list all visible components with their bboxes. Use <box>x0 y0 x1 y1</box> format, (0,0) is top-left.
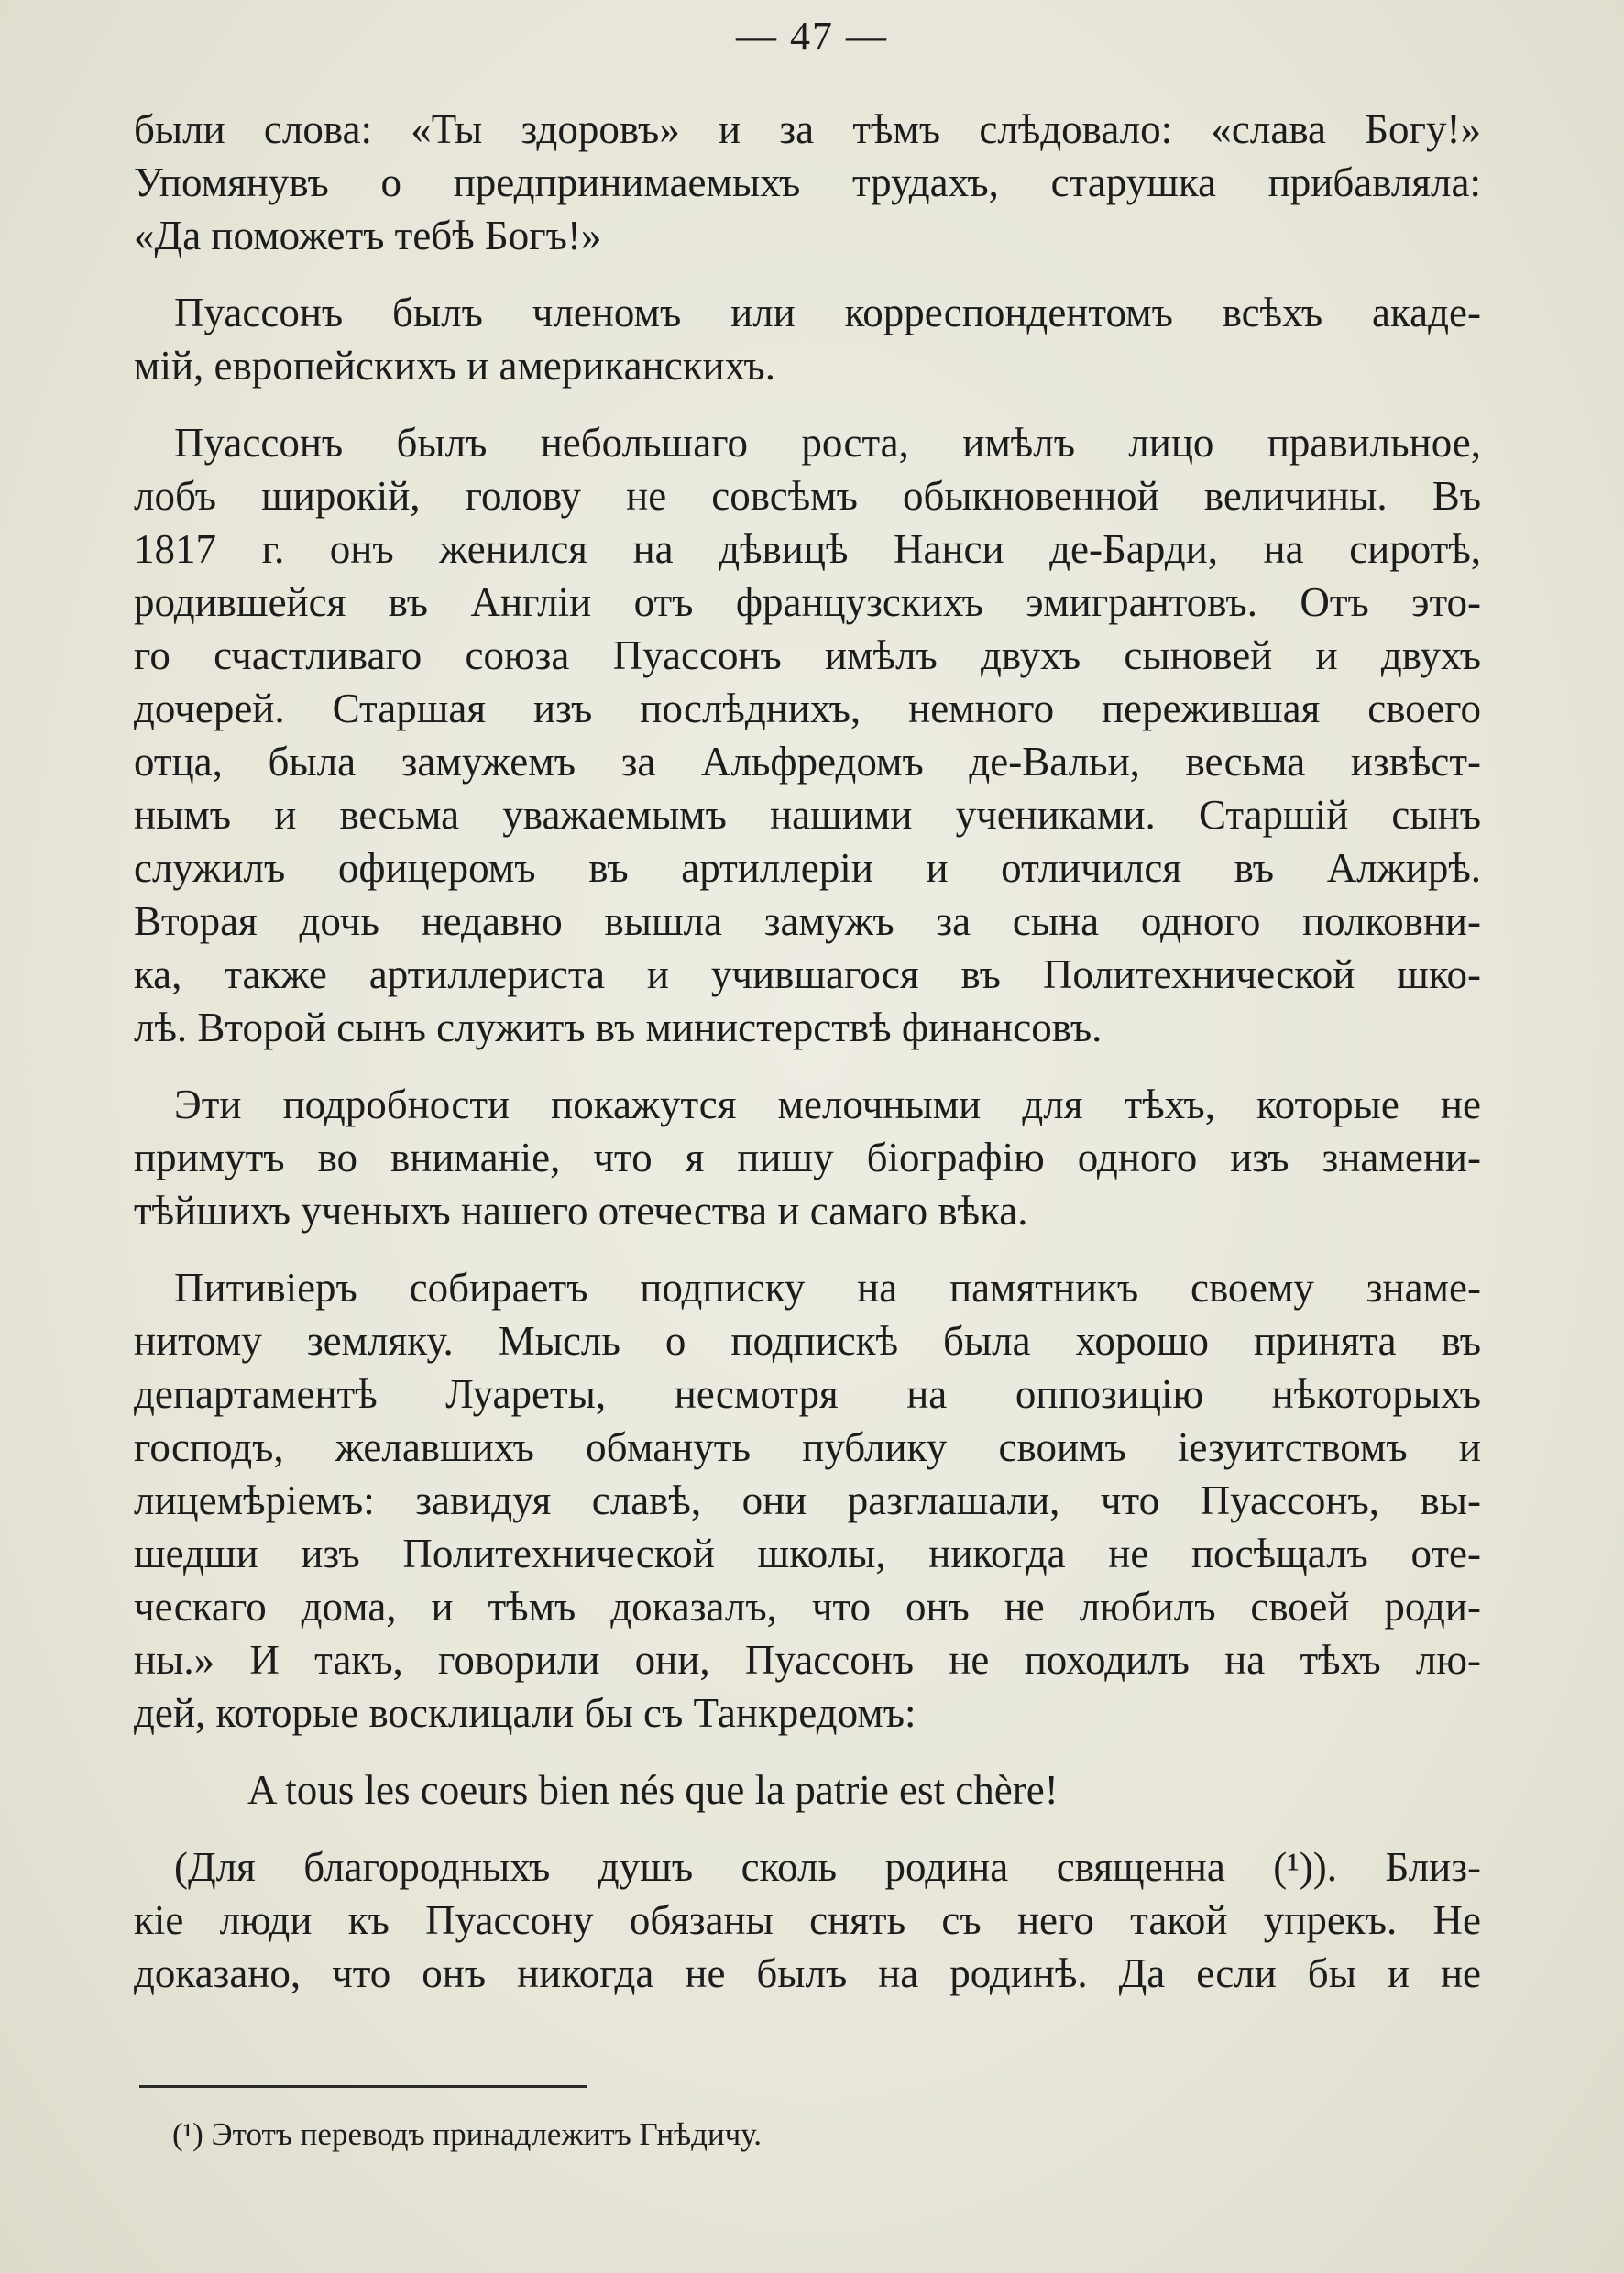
text-line: 1817 г. онъ женился на дѣвицѣ Нанси де-Барди, на сиротѣ, <box>134 526 1481 572</box>
paragraph-1 <box>134 103 1481 262</box>
text-line: лобъ широкій, голову не совсѣмъ обыкновенной величины. Въ <box>134 473 1481 519</box>
text-line: лѣ. Второй сынъ служитъ въ министерствѣ финансовъ. <box>134 1005 1103 1050</box>
footnote-divider <box>139 2085 587 2088</box>
text-line: лицемѣріемъ: завидуя славѣ, они разглашали, что Пуассонъ, вы- <box>134 1477 1481 1523</box>
text-line: кіе люди къ Пуассону обязаны снять съ него такой упрекъ. Не <box>134 1897 1481 1943</box>
text-line: нитому земляку. Мысль о подпискѣ была хорошо принята въ <box>134 1318 1481 1364</box>
text-line: департаментѣ Луареты, несмотря на оппозицію нѣкоторыхъ <box>134 1371 1481 1417</box>
footnote: (¹) Этотъ переводъ принадлежитъ Гнѣдичу. <box>172 2116 763 2152</box>
paragraph-3 <box>134 416 1481 1054</box>
text-line: Питивіеръ собираетъ подписку на памятникъ своему знаме- <box>174 1265 1481 1311</box>
body-text <box>134 103 1481 2000</box>
paragraph-2 <box>134 286 1481 392</box>
text-line: дей, которые восклицали бы съ Танкредомъ: <box>134 1690 916 1736</box>
text-line: Упомянувъ о предпринимаемыхъ трудахъ, старушка прибавляла: <box>134 159 1481 205</box>
text-line: го счастливаго союза Пуассонъ имѣлъ двухъ сыновей и двухъ <box>134 632 1481 678</box>
text-line: отца, была замужемъ за Альфредомъ де-Вальи, весьма извѣст- <box>134 739 1481 785</box>
text-line: ческаго дома, и тѣмъ доказалъ, что онъ не любилъ своей роди- <box>134 1584 1481 1630</box>
text-line: были слова: «Ты здоровъ» и за тѣмъ слѣдовало: «слава Богу!» <box>134 106 1481 152</box>
text-line: Пуассонъ былъ членомъ или корреспондентомъ всѣхъ акаде- <box>174 290 1481 335</box>
text-line: шедши изъ Политехнической школы, никогда не посѣщалъ оте- <box>134 1531 1481 1576</box>
text-line: нымъ и весьма уважаемымъ нашими учениками. Старшій сынъ <box>134 792 1481 838</box>
verse-quote <box>134 1763 1481 1817</box>
text-line: ка, также артиллериста и учившагося въ Политехнической шко- <box>134 951 1481 997</box>
text-line: мій, европейскихъ и американскихъ. <box>134 343 775 389</box>
paragraph-6 <box>134 1840 1481 2000</box>
text-line: примутъ во вниманіе, что я пишу біографію одного изъ знамени- <box>134 1135 1481 1180</box>
text-line: ны.» И такъ, говорили они, Пуассонъ не походилъ на тѣхъ лю- <box>134 1637 1481 1683</box>
quote-line: A tous les coeurs bien nés que la patrie est chère! <box>247 1767 1059 1813</box>
text-line: господъ, желавшихъ обмануть публику своимъ іезуитствомъ и <box>134 1424 1481 1470</box>
text-line: дочерей. Старшая изъ послѣднихъ, немного пережившая своего <box>134 686 1481 731</box>
paragraph-5 <box>134 1261 1481 1740</box>
text-line: родившейся въ Англіи отъ французскихъ эмигрантовъ. Отъ это- <box>134 579 1481 625</box>
text-line: (Для благородныхъ душъ сколь родина священна (¹)). Близ- <box>174 1844 1481 1890</box>
text-line: тѣйшихъ ученыхъ нашего отечества и самаго вѣка. <box>134 1188 1028 1234</box>
text-line: «Да поможетъ тебѣ Богъ!» <box>134 213 602 258</box>
paragraph-4 <box>134 1078 1481 1237</box>
text-line: служилъ офицеромъ въ артиллеріи и отличился въ Алжирѣ. <box>134 845 1481 891</box>
page-number: — 47 — <box>736 14 888 59</box>
text-line: доказано, что онъ никогда не былъ на родинѣ. Да если бы и не <box>134 1950 1481 1996</box>
text-line: Пуассонъ былъ небольшаго роста, имѣлъ лицо правильное, <box>174 420 1481 466</box>
text-line: Эти подробности покажутся мелочными для тѣхъ, которые не <box>174 1082 1481 1127</box>
text-line: Вторая дочь недавно вышла замужъ за сына одного полковни- <box>134 898 1481 944</box>
